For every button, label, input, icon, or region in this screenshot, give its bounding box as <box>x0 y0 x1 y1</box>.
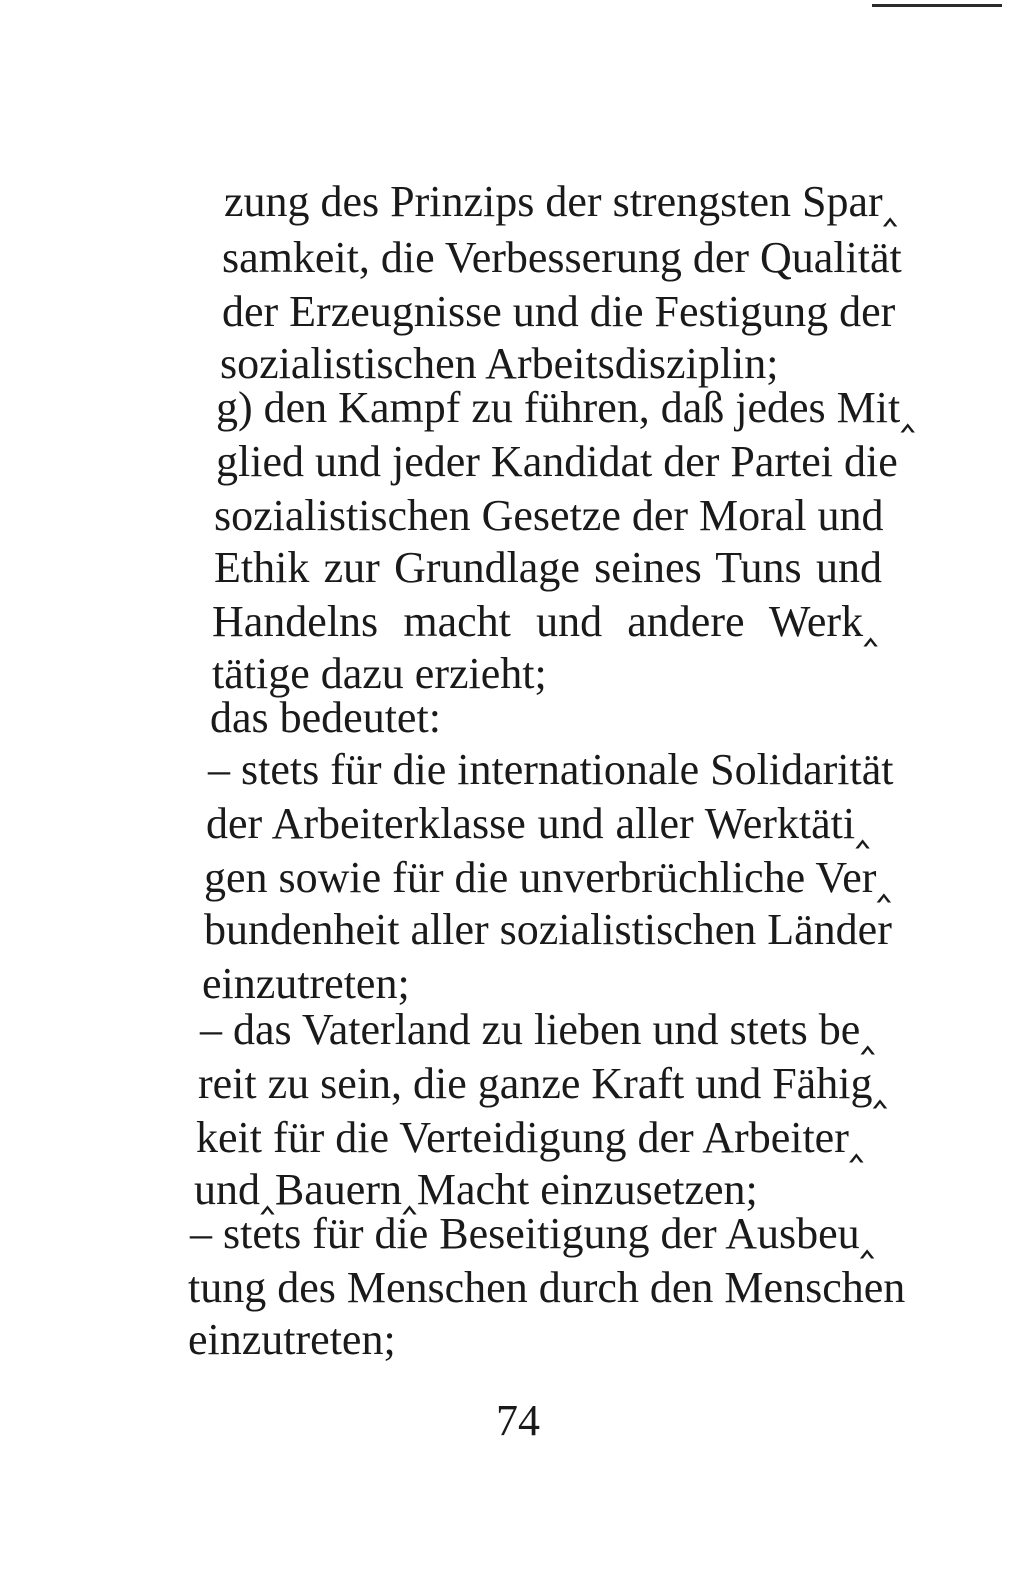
text-line: sozialistischen Gesetze der Moral und <box>214 491 884 540</box>
text-line: samkeit, die Verbesserung der Qualität <box>222 233 902 282</box>
text-line: und‸Bauern‸Macht einzusetzen; <box>194 1165 758 1214</box>
text-line: Handelns macht und andere Werk‸ <box>212 597 878 646</box>
text-line: Ethik zur Grundlage seines Tuns und <box>214 543 882 592</box>
page-number: 74 <box>496 1396 540 1445</box>
text-line: einzutreten; <box>202 959 410 1008</box>
text-line: zung des Prinzips der strengsten Spar‸ <box>224 177 898 226</box>
text-line: bundenheit aller sozialistischen Länder <box>204 905 892 954</box>
text-line: einzutreten; <box>188 1315 396 1364</box>
text-line: der Arbeiterklasse und aller Werktäti‸ <box>206 799 870 848</box>
text-line: tätige dazu erzieht; <box>212 649 547 698</box>
text-line: keit für die Verteidigung der Arbeiter‸ <box>196 1113 864 1162</box>
text-line: – stets für die Beseitigung der Ausbeu‸ <box>190 1209 875 1258</box>
text-line: gen sowie für die unverbrüchliche Ver‸ <box>204 853 892 902</box>
text-line: g) den Kampf zu führen, daß jedes Mit‸ <box>216 383 916 432</box>
text-line: tung des Menschen durch den Menschen <box>188 1263 906 1312</box>
text-line: der Erzeugnisse und die Festigung der <box>222 287 896 336</box>
text-line: – stets für die internationale Solidarität <box>208 745 894 794</box>
text-line: reit zu sein, die ganze Kraft und Fähig‸ <box>198 1059 888 1108</box>
text-line: sozialistischen Arbeitsdisziplin; <box>220 339 779 388</box>
text-line: glied und jeder Kandidat der Partei die <box>216 437 898 486</box>
text-line: – das Vaterland zu lieben und stets be‸ <box>200 1005 876 1054</box>
top-rule <box>872 4 1002 7</box>
text-line: das bedeutet: <box>210 693 441 742</box>
